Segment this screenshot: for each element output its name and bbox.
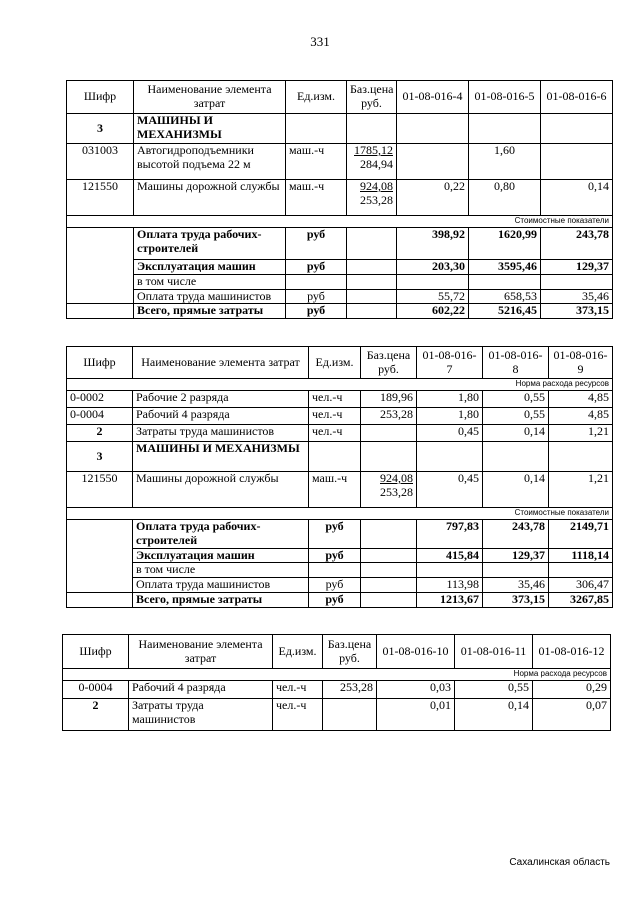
row-value: 1,21 — [549, 425, 613, 442]
row-price: 189,96 — [361, 391, 417, 408]
row-unit: чел.-ч — [309, 425, 361, 442]
cost-value: 129,37 — [483, 548, 549, 563]
row-name: Рабочие 2 разряда — [133, 391, 309, 408]
cost-indicators-label: Стоимостные показатели — [67, 508, 613, 520]
row-value: 0,03 — [377, 681, 455, 699]
cost-value: 373,15 — [541, 304, 613, 319]
footer-region: Сахалинская область — [509, 857, 610, 868]
header-name: Наименование элемента затрат — [129, 635, 273, 669]
table-row — [63, 699, 611, 731]
cost-value: 5216,45 — [469, 304, 541, 319]
table-header-row — [67, 81, 613, 114]
header-col: 01-08-016-4 — [397, 81, 469, 114]
page-number: 331 — [310, 34, 330, 49]
row-price — [361, 472, 417, 508]
price-value-2: 284,94 — [360, 156, 393, 171]
row-code: 121550 — [67, 472, 133, 508]
header-unit: Ед.изм. — [273, 635, 323, 669]
row-value: 0,14 — [483, 472, 549, 508]
row-value: 0,29 — [533, 681, 611, 699]
cost-unit: руб — [309, 578, 361, 593]
row-price — [347, 180, 397, 216]
header-code: Шифр — [67, 347, 133, 379]
cost-value: 203,30 — [397, 260, 469, 275]
header-price: Баз.цена руб. — [361, 347, 417, 379]
cost-unit: руб — [286, 304, 347, 319]
cost-value: 113,98 — [417, 578, 483, 593]
price-value: 1785,12 — [354, 143, 393, 157]
section-name: МАШИНЫ И МЕХАНИЗМЫ — [134, 114, 286, 144]
resource-norm-label: Норма расхода ресурсов — [67, 379, 613, 391]
cost-value: 398,92 — [397, 228, 469, 260]
cost-row — [67, 274, 613, 289]
row-name: Рабочий 4 разряда — [129, 681, 273, 699]
header-col: 01-08-016-10 — [377, 635, 455, 669]
resource-norm-row — [63, 669, 611, 681]
header-price: Баз.цена руб. — [323, 635, 377, 669]
row-unit: маш.-ч — [309, 472, 361, 508]
cost-name: в том числе — [134, 274, 286, 289]
cost-row — [67, 228, 613, 260]
section-row — [67, 442, 613, 472]
cost-row — [67, 520, 613, 549]
row-value: 1,60 — [469, 144, 541, 180]
cost-name: Эксплуатация машин — [134, 260, 286, 275]
cost-name: в том числе — [133, 563, 309, 578]
price-value: 924,08 — [360, 179, 393, 193]
cost-value: 3595,46 — [469, 260, 541, 275]
table-row — [67, 408, 613, 425]
cost-value: 373,15 — [483, 592, 549, 607]
cost-name: Оплата труда машинистов — [133, 578, 309, 593]
row-value: 0,80 — [469, 180, 541, 216]
resource-table-3 — [62, 634, 611, 731]
row-name: Затраты труда машинистов — [133, 425, 309, 442]
cost-row — [67, 289, 613, 304]
table-row — [67, 180, 613, 216]
row-value: 0,55 — [483, 391, 549, 408]
header-col: 01-08-016-12 — [533, 635, 611, 669]
cost-row — [67, 260, 613, 275]
cost-value: 243,78 — [483, 520, 549, 549]
row-price — [347, 144, 397, 180]
cost-value: 602,22 — [397, 304, 469, 319]
row-value: 0,45 — [417, 425, 483, 442]
cost-value: 1620,99 — [469, 228, 541, 260]
price-value-2: 253,28 — [380, 484, 413, 499]
row-code: 121550 — [67, 180, 134, 216]
cost-unit: руб — [309, 520, 361, 549]
row-value: 0,14 — [483, 425, 549, 442]
cost-row — [67, 563, 613, 578]
resource-table-1 — [66, 80, 613, 319]
resource-norm-row — [67, 379, 613, 391]
cost-unit: руб — [286, 289, 347, 304]
cost-row — [67, 578, 613, 593]
header-col: 01-08-016-9 — [549, 347, 613, 379]
row-value: 4,85 — [549, 408, 613, 425]
row-value: 1,21 — [549, 472, 613, 508]
row-code: 0-0004 — [67, 408, 133, 425]
cost-value: 129,37 — [541, 260, 613, 275]
header-code: Шифр — [67, 81, 134, 114]
cost-name: Эксплуатация машин — [133, 548, 309, 563]
cost-indicators-row — [67, 216, 613, 228]
row-name: Затраты труда машинистов — [129, 699, 273, 731]
row-value: 0,45 — [417, 472, 483, 508]
header-price: Баз.цена руб. — [347, 81, 397, 114]
resource-table-2 — [66, 346, 613, 608]
row-unit: маш.-ч — [286, 180, 347, 216]
row-code: 0-0002 — [67, 391, 133, 408]
cost-unit: руб — [286, 228, 347, 260]
row-name: Рабочий 4 разряда — [133, 408, 309, 425]
header-name: Наименование элемента затрат — [134, 81, 286, 114]
row-value: 4,85 — [549, 391, 613, 408]
cost-name: Оплата труда рабочих-строителей — [133, 520, 309, 549]
cost-indicators-row — [67, 508, 613, 520]
table-row — [67, 144, 613, 180]
table-header-row — [67, 347, 613, 379]
row-name: Машины дорожной службы — [134, 180, 286, 216]
row-value: 0,55 — [483, 408, 549, 425]
cost-indicators-label: Стоимостные показатели — [67, 216, 613, 228]
cost-value: 415,84 — [417, 548, 483, 563]
cost-unit: руб — [309, 592, 361, 607]
row-unit: чел.-ч — [273, 681, 323, 699]
header-name: Наименование элемента затрат — [133, 347, 309, 379]
header-col: 01-08-016-6 — [541, 81, 613, 114]
row-code: 031003 — [67, 144, 134, 180]
row-price: 253,28 — [323, 681, 377, 699]
cost-value: 55,72 — [397, 289, 469, 304]
cost-name: Оплата труда рабочих-строителей — [134, 228, 286, 260]
table-row — [67, 425, 613, 442]
cost-value: 306,47 — [549, 578, 613, 593]
row-unit: маш.-ч — [286, 144, 347, 180]
row-name: Автогидроподъемники высотой подъема 22 м — [134, 144, 286, 180]
table-row — [63, 681, 611, 699]
row-code: 2 — [67, 425, 133, 442]
header-unit: Ед.изм. — [286, 81, 347, 114]
row-value: 0,14 — [455, 699, 533, 731]
cost-value: 3267,85 — [549, 592, 613, 607]
header-col: 01-08-016-11 — [455, 635, 533, 669]
header-col: 01-08-016-7 — [417, 347, 483, 379]
row-price — [361, 425, 417, 442]
row-value: 1,80 — [417, 408, 483, 425]
row-value: 0,14 — [541, 180, 613, 216]
section-row — [67, 114, 613, 144]
row-value: 0,01 — [377, 699, 455, 731]
cost-value: 797,83 — [417, 520, 483, 549]
row-name: Машины дорожной службы — [133, 472, 309, 508]
section-code: 3 — [67, 442, 133, 472]
row-unit: чел.-ч — [309, 391, 361, 408]
row-unit: чел.-ч — [273, 699, 323, 731]
row-price — [323, 699, 377, 731]
row-value: 1,80 — [417, 391, 483, 408]
cost-name: Всего, прямые затраты — [134, 304, 286, 319]
price-value: 924,08 — [380, 471, 413, 485]
resource-norm-label: Норма расхода ресурсов — [63, 669, 611, 681]
row-value — [397, 144, 469, 180]
cost-name: Оплата труда машинистов — [134, 289, 286, 304]
header-unit: Ед.изм. — [309, 347, 361, 379]
cost-value: 35,46 — [483, 578, 549, 593]
header-code: Шифр — [63, 635, 129, 669]
row-unit: чел.-ч — [309, 408, 361, 425]
row-value: 0,22 — [397, 180, 469, 216]
cost-value: 2149,71 — [549, 520, 613, 549]
table-header-row — [63, 635, 611, 669]
cost-value: 1118,14 — [549, 548, 613, 563]
cost-name: Всего, прямые затраты — [133, 592, 309, 607]
cost-value: 1213,67 — [417, 592, 483, 607]
cost-row — [67, 548, 613, 563]
row-value: 0,07 — [533, 699, 611, 731]
header-col: 01-08-016-8 — [483, 347, 549, 379]
section-code: 3 — [67, 114, 134, 144]
cost-unit: руб — [286, 260, 347, 275]
table-row — [67, 391, 613, 408]
cost-value: 658,53 — [469, 289, 541, 304]
row-code: 2 — [63, 699, 129, 731]
row-price: 253,28 — [361, 408, 417, 425]
cost-row — [67, 592, 613, 607]
cost-value: 35,46 — [541, 289, 613, 304]
row-value — [541, 144, 613, 180]
row-code: 0-0004 — [63, 681, 129, 699]
cost-value: 243,78 — [541, 228, 613, 260]
header-col: 01-08-016-5 — [469, 81, 541, 114]
row-value: 0,55 — [455, 681, 533, 699]
section-name: МАШИНЫ И МЕХАНИЗМЫ — [133, 442, 309, 472]
cost-row — [67, 304, 613, 319]
price-value-2: 253,28 — [360, 192, 393, 207]
cost-unit: руб — [309, 548, 361, 563]
table-row — [67, 472, 613, 508]
